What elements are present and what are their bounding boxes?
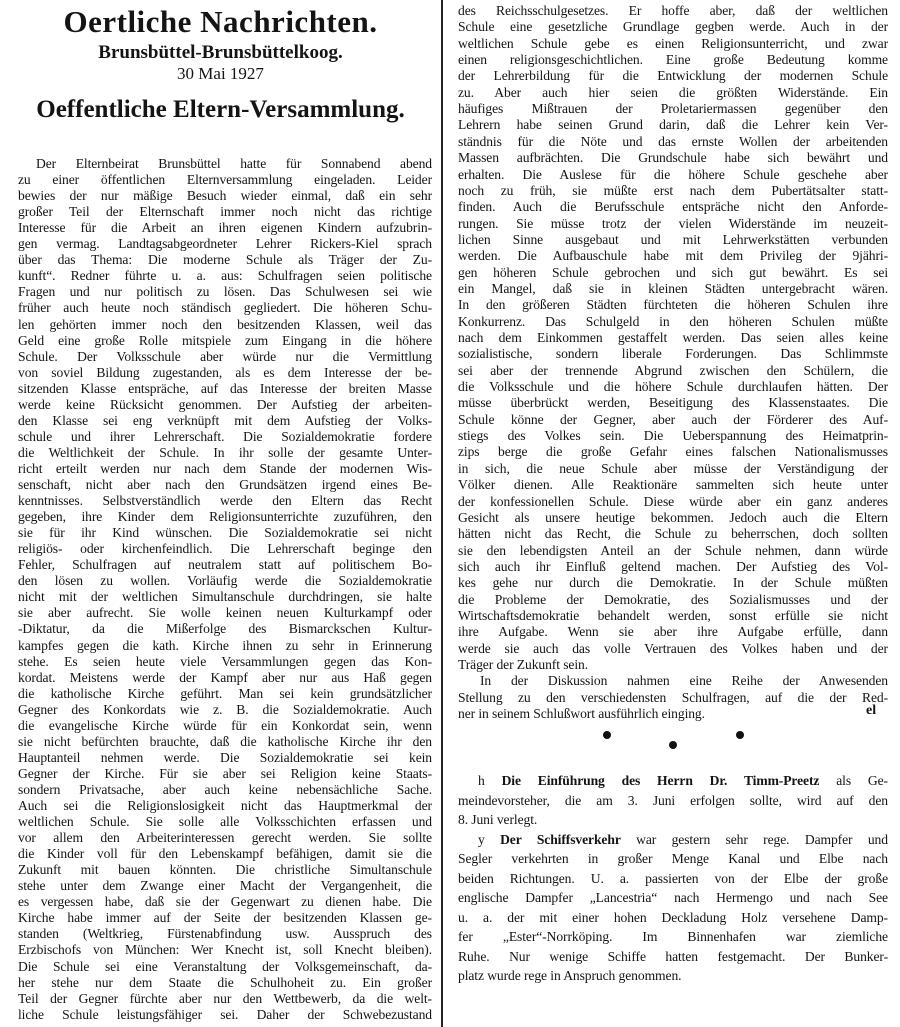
- text-line: Massen aufbrächten. Die Grundschule habe sich bewährt und: [458, 150, 888, 166]
- text-line: Gesicht als unsere heutige bekommen. Jedoch auch die Eltern: [458, 509, 888, 525]
- text-line: Lehrern habe seinen Grund darin, daß die Lehrer kein Ver-: [458, 117, 888, 133]
- text-line: sei aber der trennende Abgrund zwischen den Schülern, die: [458, 362, 888, 378]
- notice-line: 8. Juni verlegt.: [458, 812, 538, 827]
- text-line: vor allem den Arbeiterinteressen gerecht werden. Sie sollte: [18, 830, 432, 846]
- text-line: es vergessen habe, daß sie der Gegenwart zu dienen habe. Die: [18, 894, 432, 910]
- text-line: kes gehe nur durch die Demokratie. In der Schule müßten: [458, 575, 888, 591]
- text-line: sie nicht befürchten brauchte, daß die katholische Kirche ihr den: [18, 733, 432, 749]
- text-line: Der Elternbeirat Brunsbüttel hatte für Sonnabend abend: [36, 156, 432, 171]
- location-heading: Brunsbüttel-Brunsbüttelkoog.: [98, 42, 343, 63]
- separator-star: [603, 731, 611, 739]
- text-line: Hauptanteil nehmen werde. Die Sozialdemokratie sei kein: [18, 749, 432, 765]
- text-line: In den größeren Städten fürchteten die höheren Schulen ihre: [458, 297, 888, 313]
- text-line: religiös- oder kirchenfeindlich. Die Lehrerschaft beginge den: [18, 541, 432, 557]
- notice-marker: h: [478, 773, 485, 788]
- text-line: die katholische Kirche geführt. Man sei kein grundsätzlicher: [18, 685, 432, 701]
- text-line: die Kinder voll für den Lebenskampf befähigen, damit sie die: [18, 846, 432, 862]
- notice-text: als Ge-: [836, 773, 888, 788]
- text-line: gen höheren Schule gebrochen und sich gut bewährt. Es sei: [458, 264, 888, 280]
- text-line: In der Diskussion nahmen eine Reihe der Anwesenden: [480, 673, 888, 689]
- text-line: schule und ihrer Lehrerschaft. Die Sozialdemokratie fordere: [18, 428, 432, 444]
- text-line: stehe. Es seien heute viele Versammlungen gegen das Kon-: [18, 653, 432, 669]
- notice-line: beiden Richtungen. U. a. passierten von der Elbe der große: [458, 870, 888, 886]
- text-line: Gegner der Kirche. Für sie aber sei Religion keine Staats-: [18, 765, 432, 781]
- text-line: Die Schule sei eine Veranstaltung der Volksgemeinschaft, da-: [18, 958, 432, 974]
- text-line: werde sie auch das volle Vertrauen des Volkes haben und der: [458, 640, 888, 656]
- notice-headline: Der Schiffsverkehr: [500, 831, 621, 847]
- text-line: weltlichen Schule gebe es einen Religionsunterricht, und zwar: [458, 35, 888, 51]
- text-line: Auch sei die Religionslosigkeit nicht das Hauptmerkmal der: [18, 798, 432, 813]
- text-line: Kirche habe immer auf der Seite der besitzenden Klassen ge-: [18, 910, 432, 926]
- text-line: den Klasse sei eng verknüpft mit dem Aufstieg der Volks-: [18, 412, 432, 428]
- text-line: liche Schule leistungsfähiger sei. Daher der Schwebezustand: [18, 1006, 432, 1022]
- separator-star: [736, 731, 744, 739]
- text-line: stehe unter dem Zwange einer Macht der Vergangenheit, die: [18, 878, 432, 894]
- text-line: rungen. Sie müsse trotz der vielen Widerstände im neuzeit-: [458, 215, 888, 231]
- text-line: Schule. Der Volksschule aber würde nur die Vermittlung: [18, 348, 432, 364]
- text-line: lichen Sinne ausgebaut und mit Lehrwerkstätten verbunden: [458, 231, 888, 247]
- text-line: Wirtschaftsdemokratie behandelt werden, sonst erfülle sie nicht: [458, 607, 888, 623]
- text-line: sich auch ihr Einfluß geltend machen. Der Aufstieg des Vol-: [458, 558, 888, 574]
- text-line: der konfessionellen Schule. Diese würde aber ein ganz anderes: [458, 493, 888, 509]
- text-line: Fehler, Schulfragen auf neutralem statt auf politischem Bo-: [18, 557, 432, 573]
- text-line: kordat. Meistens werde der Kampf aber nur aus Haß gegen: [18, 669, 432, 685]
- text-line: werden. Die Aufbauschule habe mit dem Privileg der 9jähri-: [458, 248, 888, 264]
- text-line: zu. Aber auch hier seien die größten Widerstände. Ein: [458, 84, 888, 100]
- text-line: die Probleme der Demokratie, des Sozialismusses und der: [458, 591, 888, 607]
- section-title: Oertliche Nachrichten.: [63, 4, 378, 39]
- text-line: Schule eine gesetzliche Grundlage gegben werde. Auch in der: [458, 19, 888, 35]
- text-line: nicht mit der weltlichen Simultanschule durchdringen, sie halte: [18, 589, 432, 605]
- notice-line: Ruhe. Nur wenige Schiffe hatten festgemacht. Der Bunker-: [458, 948, 888, 964]
- column-divider: [441, 0, 443, 1027]
- text-line: ner in seinem Schlußwort ausführlich einging.: [458, 706, 705, 722]
- text-line: Erzbischofs von München: Wer Knecht ist, soll Knecht bleiben).: [18, 942, 432, 958]
- text-line: richt erteilt werden nur nach dem Stande der modernen Wis-: [18, 460, 432, 476]
- text-line: werde keine Rücksicht genommen. Der Aufstieg der arbeiten-: [18, 396, 432, 412]
- date-line: 30 Mai 1927: [177, 64, 264, 83]
- notice-first-line: [478, 832, 888, 848]
- text-line: der Lehrerbildung für die Entwicklung der modernen Schule: [458, 68, 888, 84]
- text-line: -Diktatur, da die Mißerfolge des Bismarckschen Kultur-: [18, 621, 432, 637]
- notice-line: fer „Ester“-Norrköping. Im Binnenhafen war ziemliche: [458, 929, 888, 944]
- text-line: großer Teil der Elternschaft immer noch nicht das richtige: [18, 204, 432, 220]
- text-line: noch zu früh, sie müßte erst nach dem Pubertätsalter statt-: [458, 182, 888, 198]
- separator-star: [669, 741, 677, 749]
- text-line: Fragen und nur politisch zu lösen. Das Schulwesen sei wie: [18, 284, 432, 300]
- text-line: in sich, die neue Schule aber müsse der Verständigung der: [458, 460, 888, 476]
- text-line: sitzenden Klasse entspräche, auf das Interesse der breiten Masse: [18, 380, 432, 396]
- notice-line: platz wurde rege in Anspruch genommen.: [458, 968, 682, 983]
- text-line: erhalten. Die Auslese für die höhere Schule geschehe aber: [458, 166, 888, 182]
- text-line: müsse überbrückt werden, Beseitigung des Klassenstaates. Die: [458, 395, 888, 411]
- text-line: gegeben, ihre Kinder dem Religionsunterrichte zuzuführen, den: [18, 509, 432, 525]
- text-line: einen religionsgeschichtlichen. Eine große Bedeutung komme: [458, 52, 888, 68]
- text-line: die evangelische Kirche würde für ein Konkordat sein, wenn: [18, 717, 432, 733]
- text-line: nach dem Einkommen gestaffelt werden. Das seien alles keine: [458, 330, 888, 345]
- text-line: Konkurrenz. Das Schulgeld in den höheren Schulen müßte: [458, 313, 888, 329]
- notice-first-line: [478, 773, 888, 789]
- text-line: gen vermag. Landtagsabgeordneter Lehrer Rickers-Kiel sprach: [18, 236, 432, 252]
- text-line: ein Mangel, daß sie in kleinen Städten untergebracht wären.: [458, 280, 888, 296]
- text-line: Schule könne der Gegner, aber auch der Förderer des Auf-: [458, 411, 888, 427]
- notice-line: englische Dampfer „Lancestria“ nach Hermengo und nach See: [458, 890, 888, 905]
- notice-line: meindevorsteher, die am 3. Juni erfolgen sollte, wird auf den: [458, 792, 888, 808]
- text-line: kampfes gegen die kath. Kirche ihnen zu sehr in Erinnerung: [18, 637, 432, 653]
- text-line: ständnis für die Nöte und das ernste Wollen der arbeitenden: [458, 133, 888, 149]
- text-line: von soviel Bildung zugestanden, als es dem Interesse der be-: [18, 364, 432, 380]
- text-line: her stehe nur dem Staate die Schulhoheit zu. Ein großer: [18, 974, 432, 990]
- text-line: sie aber aufrecht. Sie wolle keinen neuen Kulturkampf oder: [18, 605, 432, 621]
- text-line: senschaft, nicht aber nach den Grundsätzen irgend eines Be-: [18, 477, 432, 492]
- text-line: häufiges Mißtrauen der Proletariermassen gegenüber den: [458, 101, 888, 117]
- notice-headline: Die Einführung des Herrn Dr. Timm-Preetz: [501, 773, 820, 788]
- text-line: standen (Weltkrieg, Fürstenabfindung usw. Ausspruch des: [18, 926, 432, 942]
- text-line: len gehörten immer noch den besitzenden Klassen, weil das: [18, 316, 432, 332]
- notice-text: war gestern sehr rege. Dampfer und: [636, 831, 888, 847]
- text-line: Geld eine große Rolle mitspiele zum Eingang in die höhere: [18, 332, 432, 348]
- text-line: kenntnisses. Selbstverständlich werde den Eltern das Recht: [18, 493, 432, 509]
- text-line: des Reichsschulgesetzes. Er hoffe aber, daß der weltlichen: [458, 3, 888, 18]
- text-line: stiegs des Volkes sein. Die Ueberspannung des Heimatprin-: [458, 428, 888, 444]
- text-line: die Volksschule und die höhere Schule durchlaufen hätten. Der: [458, 379, 888, 395]
- text-line: kunft“. Redner führte u. a. aus: Schulfragen seien politische: [18, 268, 432, 284]
- text-line: sie für ihr Kind wünschen. Die Sozialdemokratie sei nicht: [18, 525, 432, 541]
- text-line: bewies der nur mäßige Besuch wieder einmal, daß ein sehr: [18, 188, 432, 204]
- text-line: ihre Aufgabe. Wenn sie aber ihre Aufgabe erfülle, dann: [458, 624, 888, 640]
- text-line: zu einer öffentlichen Elternversammlung eingeladen. Leider: [18, 172, 432, 188]
- text-line: sozialistische, sondern liberale Forderungen. Das Schlimmste: [458, 346, 888, 362]
- text-line: Träger der Zukunft sein.: [458, 657, 588, 672]
- text-line: Völker dienen. Alle Reaktionäre sammelten sich heute unter: [458, 477, 888, 493]
- text-line: Interesse für die Arbeit an ihren eigenen Kindern aufzubrin-: [18, 220, 432, 236]
- notice-line: u. a. der mit einer hohen Deckladung Holz versehene Damp-: [458, 909, 888, 925]
- text-line: zips berge die große Gefahr eines falschen Nationalismusses: [458, 444, 888, 460]
- text-line: Stellung zu den verschiedensten Schulfragen, auf die der Red-: [458, 689, 888, 705]
- text-line: die Weltlichkeit der Schule. In ihr solle der gesamte Unter-: [18, 444, 432, 460]
- text-line: den lösen zu wollen. Vorläufig werde die Sozialdemokratie: [18, 573, 432, 589]
- text-line: weltlichen Schule. Sie solle alle Volksschichten erfassen und: [18, 814, 432, 830]
- text-line: Gegner des Konkordats wie z. B. die Sozialdemokratie. Auch: [18, 701, 432, 717]
- notice-line: Segler verkehrten in großer Menge Kanal und Elbe nach: [458, 851, 888, 866]
- text-line: sondern Privatsache, aber auch keine nebensächliche Sache.: [18, 781, 432, 797]
- notice-marker: y: [478, 831, 485, 847]
- text-line: sie den lebendigsten Anteil an der Schule nehmen, dann würde: [458, 542, 888, 558]
- text-line: hätten nicht das Recht, die Schule zu beherrschen, doch sollten: [458, 526, 888, 542]
- text-line: früher auch heute noch ständisch gegliedert. Die höheren Schu-: [18, 300, 432, 316]
- author-signature: el: [866, 703, 877, 718]
- text-line: Teil der Gegner fürchte aber nur den Wettbewerb, da die welt-: [18, 990, 432, 1006]
- text-line: finden. Auch die Berufsschule entspräche nicht den Anforde-: [458, 199, 888, 215]
- text-line: über das Thema: Die moderne Schule als Träger der Zu-: [18, 252, 432, 268]
- article-title: Oeffentliche Eltern-Versammlung.: [36, 96, 405, 123]
- text-line: Zukunft mit bauen könnten. Die christliche Simultanschule: [18, 862, 432, 878]
